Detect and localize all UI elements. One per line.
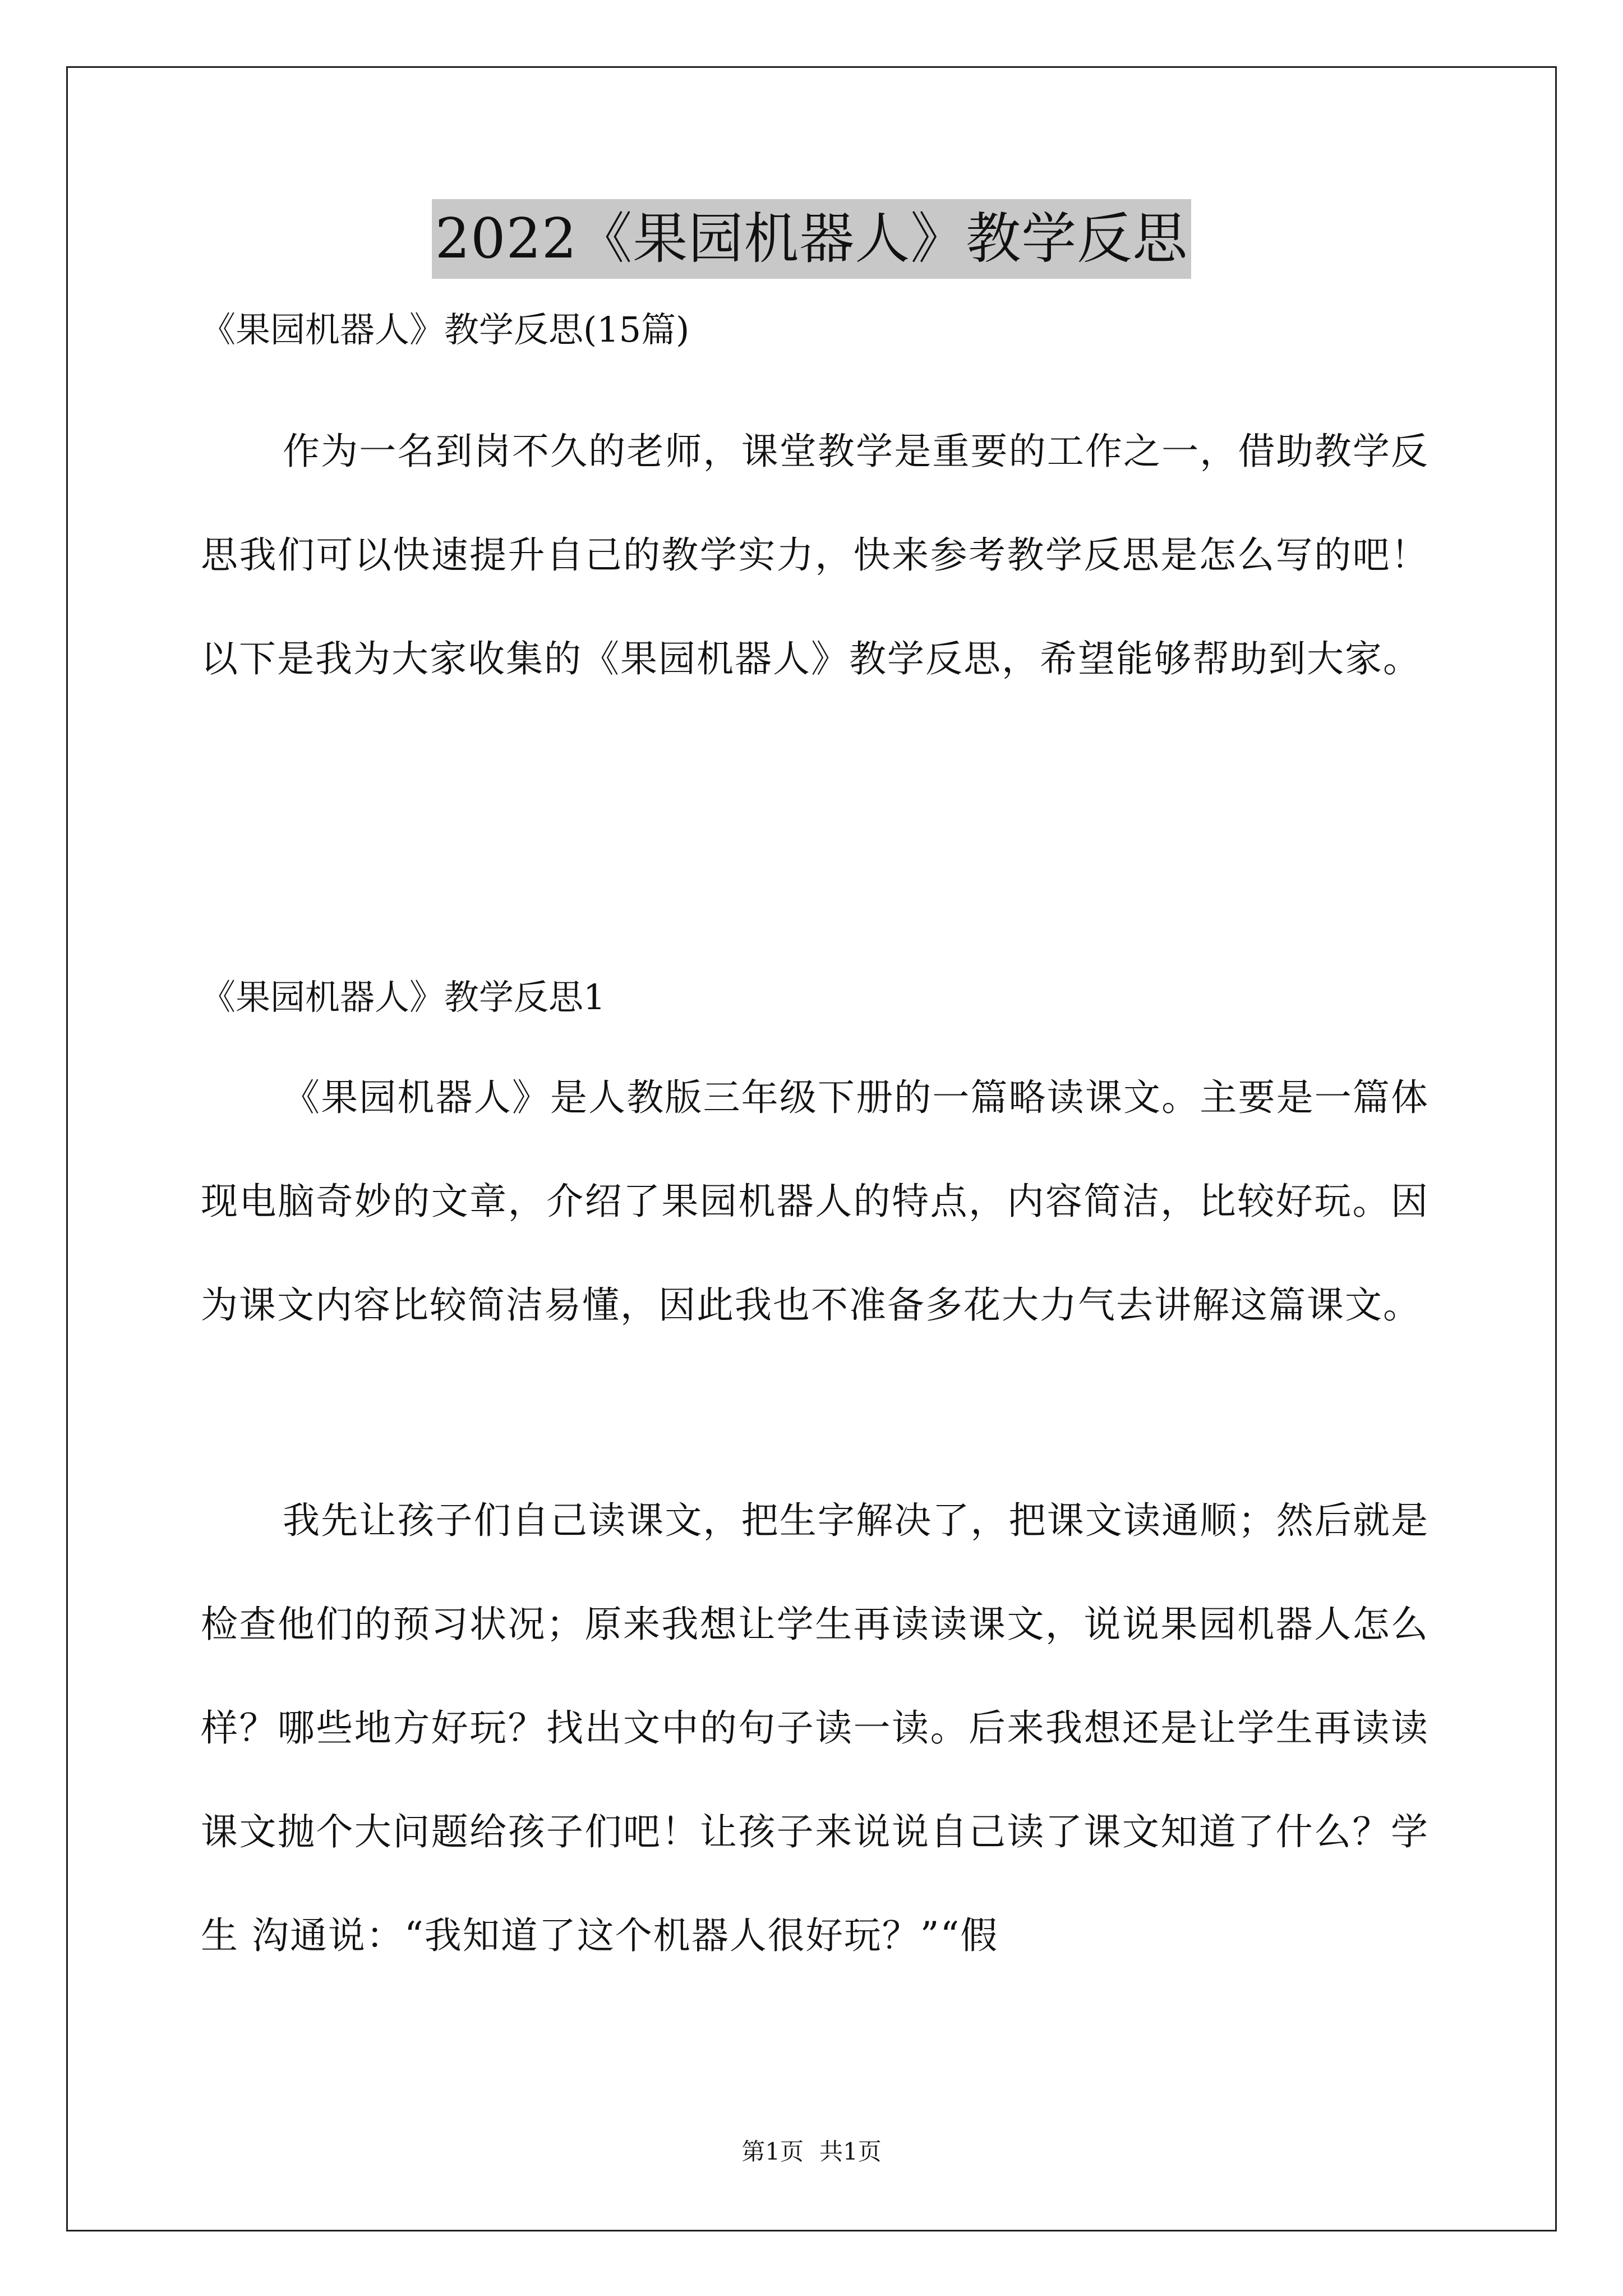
title-container bbox=[0, 199, 1623, 279]
document-title: 2022《果园机器人》教学反思 bbox=[432, 199, 1191, 279]
section1-paragraph-1: 《果园机器人》是人教版三年级下册的一篇略读课文。主要是一篇体现电脑奇妙的文章，介绍了果园机器人的特点，内容简洁，比较好玩。因为课文内容比较简洁易懂，因此我也不准备多花大力气去讲解这篇课文。 bbox=[201, 1076, 1429, 1327]
section1-paragraph-2: 我先让孩子们自己读课文，把生字解决了，把课文读通顺；然后就是检查他们的预习状况；原来我想让学生再读读课文，说说果园机器人怎么样？哪些地方好玩？找出文中的句子读一读。后来我想还是让学生再读读课文抛个大问题给孩子们吧！让孩子来说说自己读了课文知道了什么？学生 沟通说：“我知道了这个机器人很好玩？”“假 bbox=[201, 1499, 1429, 1957]
collection-heading: 《果园机器人》教学反思(15篇) bbox=[201, 309, 690, 350]
intro-paragraph: 作为一名到岗不久的老师，课堂教学是重要的工作之一，借助教学反思我们可以快速提升自己的教学实力，快来参考教学反思是怎么写的吧！以下是我为大家收集的《果园机器人》教学反思，希望能够帮助到大家。 bbox=[201, 430, 1429, 680]
section-heading-1: 《果园机器人》教学反思1 bbox=[201, 977, 606, 1018]
page-total: 共1页 bbox=[819, 2138, 882, 2165]
page-number: 第1页 bbox=[741, 2138, 804, 2165]
page-footer bbox=[0, 2135, 1623, 2169]
